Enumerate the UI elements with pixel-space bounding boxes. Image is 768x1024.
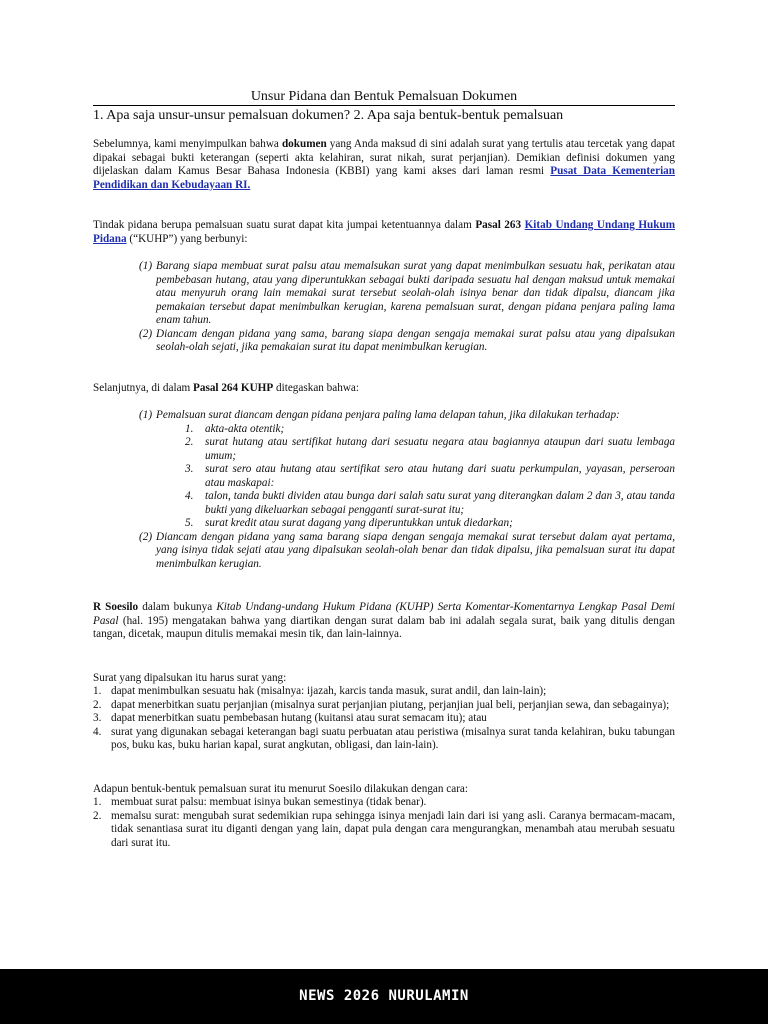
document-page — [93, 88, 675, 850]
paragraph-pasal-263: Tindak pidana berupa pemalsuan suatu surat dapat kita jumpai ketentuannya dalam Pasal 263 Kitab Undang Undang Hukum Pidana (“KUHP”) yang berbunyi: — [93, 219, 676, 245]
paragraph-pasal-264: Selanjutnya, di dalam Pasal 264 KUHP ditegaskan bahwa: — [93, 381, 359, 394]
sub-list — [185, 423, 675, 531]
list-item: 4. surat yang digunakan sebagai keterangan bagi suatu perbuatan atau peristiwa (misalnya surat tanda kelahiran, buku tabungan pos, buku kas, buku harian kapal, surat angkutan, obligasi, dan lain-lain). — [93, 725, 675, 751]
list-item: 3. dapat menerbitkan suatu pembebasan hutang (kuitansi atau surat semacam itu); atau — [93, 712, 487, 724]
quote-pasal-264 — [139, 409, 675, 571]
footer-text: NEWS 2026 NURULAMIN — [299, 988, 469, 1004]
list-item: 1. membuat surat palsu: membuat isinya bukan semestinya (tidak benar). — [93, 796, 427, 808]
list-item: 3. surat sero atau hutang atau sertifikat sero atau hutang dari suatu perkumpulan, yayasan, perseroan atau maskapai: — [185, 463, 675, 489]
list-item: 1. dapat menimbulkan sesuatu hak (misalnya: ijazah, karcis tanda masuk, surat andil, dan lain-lain); — [93, 685, 547, 697]
paragraph-soesilo: R Soesilo dalam bukunya Kitab Undang-undang Hukum Pidana (KUHP) Serta Komentar-Komentarnya Lengkap Pasal Demi Pasal (hal. 195) mengatakan bahwa yang diartikan dengan surat dalam bab ini adalah segala surat, baik yang ditulis dengan tangan, dicetak, maupun ditulis memakai mesin tik, dan lain-lainnya. — [93, 601, 676, 640]
list-item: (1) Pemalsuan surat diancam dengan pidana penjara paling lama delapan tahun, jika dilakukan terhadap: — [139, 409, 620, 421]
document-subtitle: 1. Apa saja unsur-unsur pemalsuan dokumen? 2. Apa saja bentuk-bentuk pemalsuan — [93, 105, 675, 124]
list-intro: Adapun bentuk-bentuk pemalsuan surat itu menurut Soesilo dilakukan dengan cara: — [93, 782, 468, 795]
list-item: 5. surat kredit atau surat dagang yang diperuntukkan untuk diedarkan; — [185, 517, 513, 529]
link-pusat-data[interactable]: Pusat Data Kementerian Pendidikan dan Kebudayaan RI. — [93, 165, 675, 191]
list-item: 2. memalsu surat: mengubah surat sedemikian rupa sehingga isinya menjadi lain dari isi yang asli. Caranya bermacam-macam, tidak senantiasa surat itu diganti dengan yang lain, dapat pula dengan cara mengurangkan, menambah atau merubah sesuatu dari surat itu. — [93, 809, 675, 849]
list-intro: Surat yang dipalsukan itu harus surat yang: — [93, 671, 287, 684]
list-bentuk-pemalsuan — [93, 783, 675, 851]
quote-pasal-263 — [139, 260, 675, 355]
document-title: Unsur Pidana dan Bentuk Pemalsuan Dokumen — [250, 89, 518, 104]
list-item: 2. dapat menerbitkan suatu perjanjian (misalnya surat perjanjian piutang, perjanjian jual beli, perjanjian sewa, dan sebagainya); — [93, 698, 670, 711]
list-surat-dipalsukan — [93, 672, 675, 753]
link-kuhp[interactable]: Kitab Undang Undang Hukum Pidana — [93, 219, 676, 245]
footer-banner — [0, 969, 768, 1024]
list-item: (2) Diancam dengan pidana yang sama barang siapa dengan sengaja memakai surat tersebut dalam ayat pertama, yang isinya tidak sejati atau yang dipalsukan seolah-olah benar dan tidak dipalsu, jika pemalsuan surat itu dapat menimbulkan kerugian. — [139, 530, 675, 570]
list-item: (1) Barang siapa membuat surat palsu atau memalsukan surat yang dapat menimbulkan sesuatu hak, perikatan atau pembebasan hutang, atau yang diperuntukkan sebagai bukti daripada sesuatu hal dengan maksud untuk memakai atau menyuruh orang lain memakai surat tersebut seolah-olah isinya benar dan tidak dipalsu, diancam jika pemakaian tersebut dapat menimbulkan kerugian, karena pemalsuan surat, dengan pidana penjara paling lama enam tahun. — [139, 260, 675, 326]
list-item: 4. talon, tanda bukti dividen atau bunga dari salah satu surat yang diterangkan dalam 2 dan 3, atau tanda bukti yang dikeluarkan sebagai pengganti surat-surat itu; — [185, 490, 675, 516]
list-item: 2. surat hutang atau sertifikat hutang dari sesuatu negara atau bagiannya ataupun dari suatu lembaga umum; — [185, 436, 675, 462]
paragraph-definition: Sebelumnya, kami menyimpulkan bahwa dokumen yang Anda maksud di sini adalah surat yang tertulis atau tercetak yang dapat dipakai sebagai bukti keterangan (seperti akta kelahiran, surat nikah, surat perjanjian). Demikian definisi dokumen yang dijelaskan dalam Kamus Besar Bahasa Indonesia (KBBI) yang kami akses dari laman resmi Pusat Data Kementerian Pendidikan dan Kebudayaan RI. — [93, 138, 675, 191]
list-item: 1. akta-akta otentik; — [185, 422, 285, 435]
list-item: (2) Diancam dengan pidana yang sama, barang siapa dengan sengaja memakai surat palsu atau yang dipalsukan seolah-olah sejati, jika pemakaian surat itu dapat menimbulkan kerugian. — [139, 327, 675, 353]
